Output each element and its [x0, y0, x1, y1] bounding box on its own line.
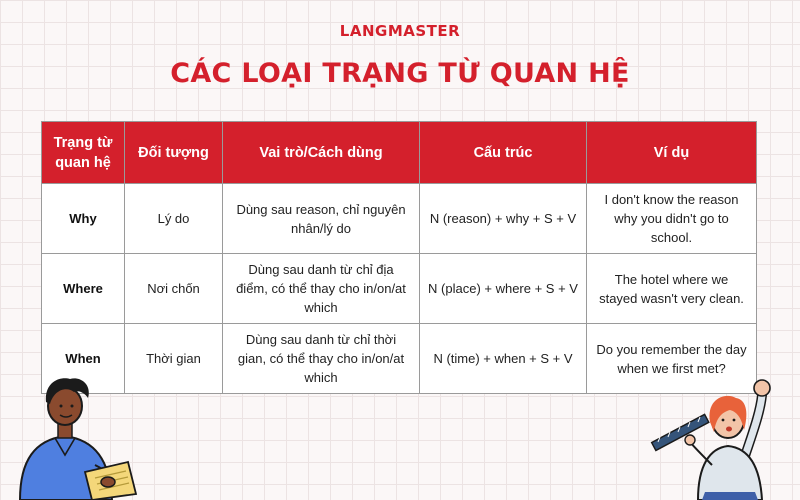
table-header-row — [42, 122, 757, 184]
cell-adverb: When — [42, 324, 125, 394]
cell-object: Nơi chốn — [125, 254, 223, 324]
header-object: Đối tượng — [125, 122, 223, 184]
cell-adverb: Why — [42, 184, 125, 254]
cell-structure: N (reason) + why + S + V — [420, 184, 587, 254]
cell-usage: Dùng sau danh từ chỉ địa điểm, có thể thay cho in/on/at which — [223, 254, 420, 324]
header-example: Ví dụ — [587, 122, 757, 184]
cell-adverb: Where — [42, 254, 125, 324]
table-row — [42, 184, 757, 254]
cell-usage: Dùng sau danh từ chỉ thời gian, có thể thay cho in/on/at which — [223, 324, 420, 394]
cell-object: Thời gian — [125, 324, 223, 394]
header-structure: Cấu trúc — [420, 122, 587, 184]
page-title: CÁC LOẠI TRẠNG TỪ QUAN HỆ — [170, 58, 630, 89]
cell-object: Lý do — [125, 184, 223, 254]
table-row — [42, 254, 757, 324]
cell-example: The hotel where we stayed wasn't very clean. — [587, 254, 757, 324]
brand-logo: LANGMASTER — [339, 22, 461, 40]
cell-example: Do you remember the day when we first met? — [587, 324, 757, 394]
cell-usage: Dùng sau reason, chỉ nguyên nhân/lý do — [223, 184, 420, 254]
cell-structure: N (place) + where + S + V — [420, 254, 587, 324]
cell-structure: N (time) + when + S + V — [420, 324, 587, 394]
man-with-papers-illustration — [0, 370, 150, 500]
woman-with-ruler-illustration — [650, 370, 800, 500]
cell-example: I don't know the reason why you didn't go to school. — [587, 184, 757, 254]
header-usage: Vai trò/Cách dùng — [223, 122, 420, 184]
adverb-table — [41, 121, 757, 394]
header-relative-adverb: Trạng từ quan hệ — [42, 122, 125, 184]
